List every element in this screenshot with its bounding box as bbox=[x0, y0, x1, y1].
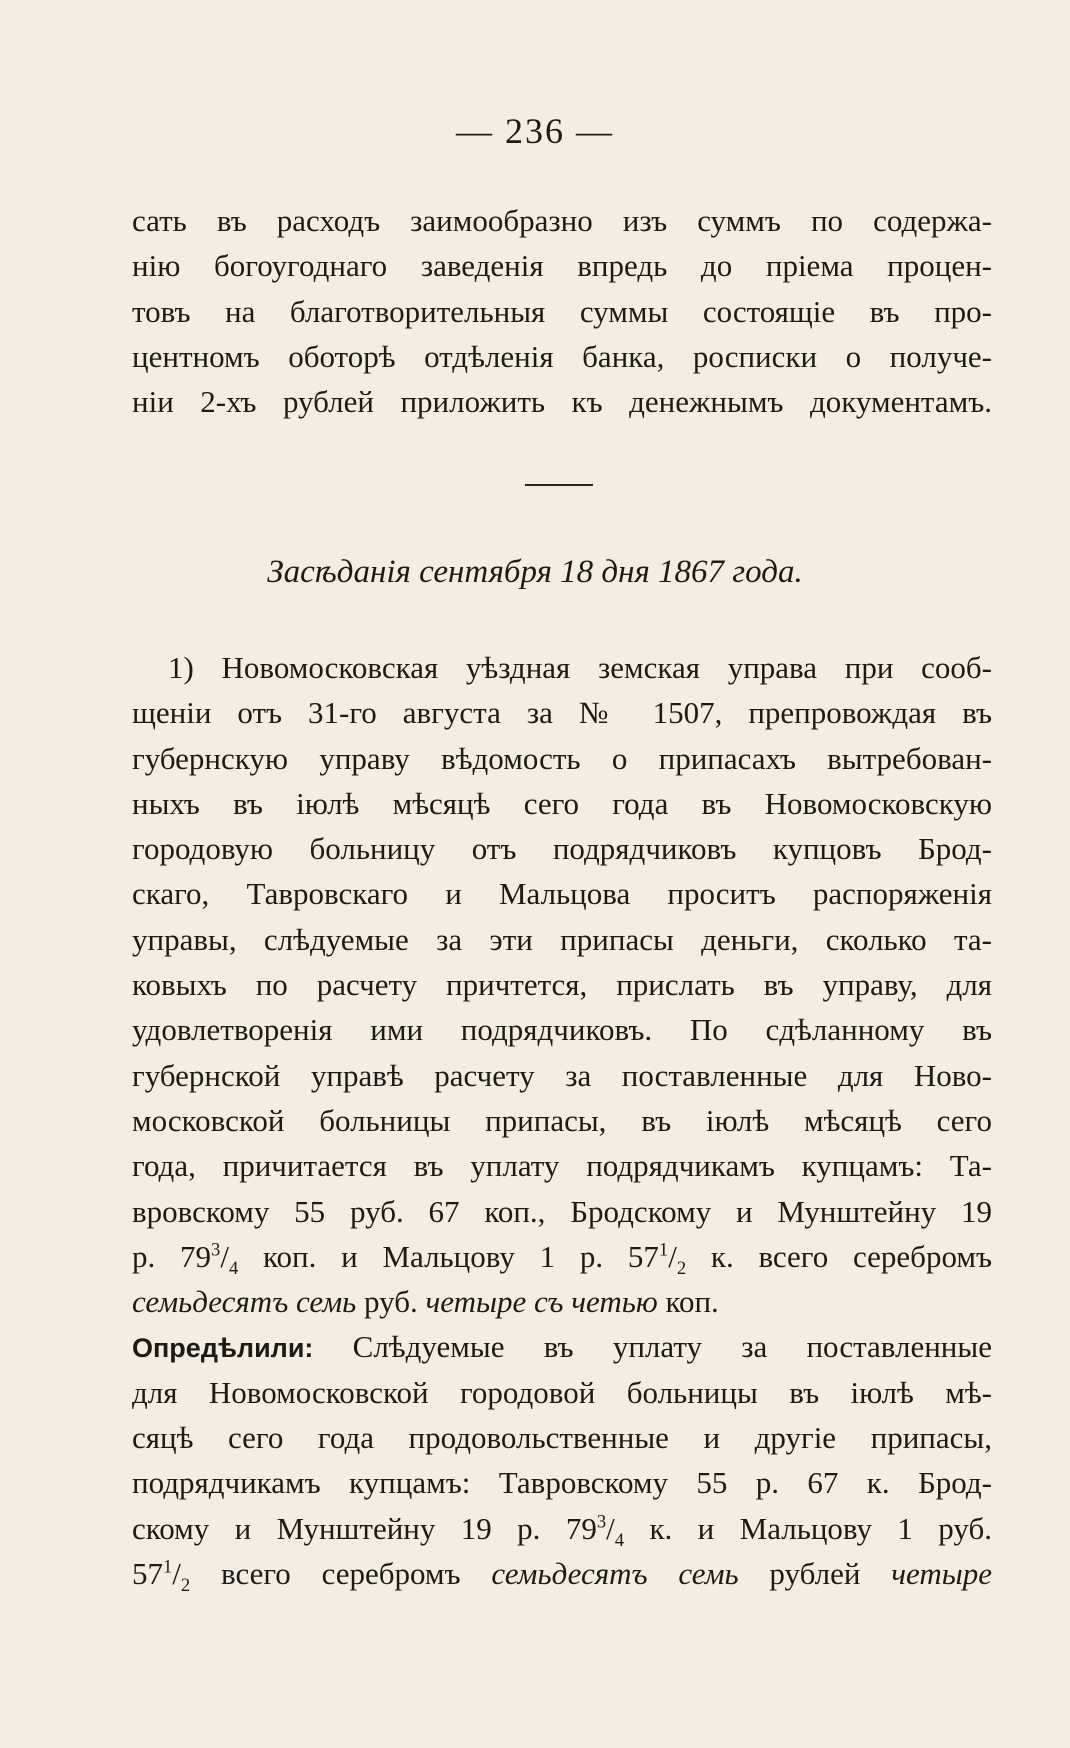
fraction-slash: / bbox=[668, 1238, 677, 1274]
text-line: года, причитается въ уплату подрядчикамъ купцамъ: Та- bbox=[132, 1148, 992, 1184]
fraction-numerator: 1 bbox=[163, 1556, 173, 1578]
text-line: удовлетворенія ими подрядчиковъ. По сдѣланному въ bbox=[132, 1012, 992, 1048]
text-line: нію богоугоднаго заведенія впредь до пріема процен- bbox=[132, 248, 992, 284]
text-line: губернской управѣ расчету за поставленные для Ново- bbox=[132, 1057, 992, 1093]
text-fragment: всего серебромъ bbox=[190, 1555, 492, 1591]
text-line: сяцѣ сего года продовольственные и другіе припасы, bbox=[132, 1420, 992, 1456]
text-line: ніи 2-хъ рублей приложить къ денежнымъ документамъ. bbox=[132, 384, 992, 420]
section-divider bbox=[525, 484, 593, 486]
fraction-denominator: 2 bbox=[676, 1258, 687, 1280]
text-line: товъ на благотворительныя суммы состоящіе въ про- bbox=[132, 293, 992, 329]
text-fragment: рублей bbox=[738, 1555, 892, 1591]
text-line: московской больницы припасы, въ іюлѣ мѣсяцѣ сего bbox=[132, 1102, 992, 1138]
amount-words: четыре съ четью bbox=[425, 1284, 658, 1320]
text-line: ныхъ въ іюлѣ мѣсяцѣ сего года въ Новомосковскую bbox=[132, 785, 992, 821]
fraction-slash: / bbox=[172, 1555, 181, 1591]
text-fragment: скому и Мунштейну 19 р. 79 bbox=[132, 1510, 597, 1546]
fraction-denominator: 2 bbox=[180, 1575, 191, 1597]
text-fragment: руб. bbox=[356, 1284, 426, 1320]
text-fragment: 57 bbox=[132, 1555, 163, 1591]
first-paragraph bbox=[132, 198, 992, 424]
session-title: Засѣданія сентября 18 дня 1867 года. bbox=[267, 554, 803, 590]
decision-line bbox=[132, 1324, 992, 1369]
text-line: управы, слѣдуемые за эти припасы деньги, сколько та- bbox=[132, 921, 992, 957]
fraction-numerator: 3 bbox=[596, 1511, 607, 1533]
text-line: подрядчикамъ купцамъ: Тавровскому 55 р. 67 к. Брод- bbox=[132, 1465, 992, 1501]
text-line: губернскую управу вѣдомость о припасахъ вытребован- bbox=[132, 740, 992, 776]
page-number: — 236 — bbox=[456, 111, 614, 151]
text-line: центномъ оботорѣ отдѣленія банка, росписки о получе- bbox=[132, 338, 992, 374]
text-fragment: коп. и Мальцову 1 р. 57 bbox=[238, 1238, 659, 1274]
text-line: скаго, Тавровскаго и Мальцова проситъ распоряженія bbox=[132, 876, 992, 912]
text-line: щеніи отъ 31-го августа за № 1507, препровождая въ bbox=[132, 695, 992, 731]
text-fragment: к. всего серебромъ bbox=[686, 1238, 993, 1274]
amount-words: семьдесятъ семь bbox=[132, 1284, 357, 1320]
text-fragment: Слѣдуемые въ уплату за поставленные bbox=[313, 1329, 992, 1365]
fraction-slash: / bbox=[606, 1510, 615, 1546]
text-line: сать въ расходъ заимообразно изъ суммъ по содержа- bbox=[132, 203, 992, 238]
text-line-amount bbox=[132, 1279, 992, 1324]
text-fragment: р. 79 bbox=[132, 1238, 212, 1274]
text-line: вровскому 55 руб. 67 коп., Бродскому и Мунштейну 19 bbox=[132, 1193, 992, 1229]
text-fragment: коп. bbox=[657, 1284, 719, 1320]
fraction-denominator: 4 bbox=[614, 1529, 625, 1551]
text-line: для Новомосковской городовой больницы въ іюлѣ мѣ- bbox=[132, 1374, 992, 1410]
fraction-numerator: 1 bbox=[658, 1239, 669, 1261]
amount-words: семьдесятъ семь bbox=[491, 1555, 739, 1591]
text-line: ковыхъ по расчету причтется, прислать въ управу, для bbox=[132, 967, 992, 1003]
fraction-slash: / bbox=[220, 1238, 229, 1274]
fraction-numerator: 3 bbox=[211, 1239, 221, 1261]
text-line-fractions bbox=[132, 1234, 992, 1279]
decision-label: Опредѣлили: bbox=[132, 1333, 314, 1364]
amount-words: четыре bbox=[891, 1555, 992, 1591]
main-paragraph bbox=[132, 645, 992, 1596]
fraction-denominator: 4 bbox=[228, 1258, 239, 1280]
text-fragment: к. и Мальцову 1 руб. bbox=[624, 1510, 992, 1546]
text-line-fractions bbox=[132, 1506, 992, 1551]
text-line: 1) Новомосковская уѣздная земская управа при сооб- bbox=[168, 650, 992, 685]
text-line: городовую больницу отъ подрядчиковъ купцовъ Брод- bbox=[132, 831, 992, 867]
text-line-fractions bbox=[132, 1551, 992, 1596]
